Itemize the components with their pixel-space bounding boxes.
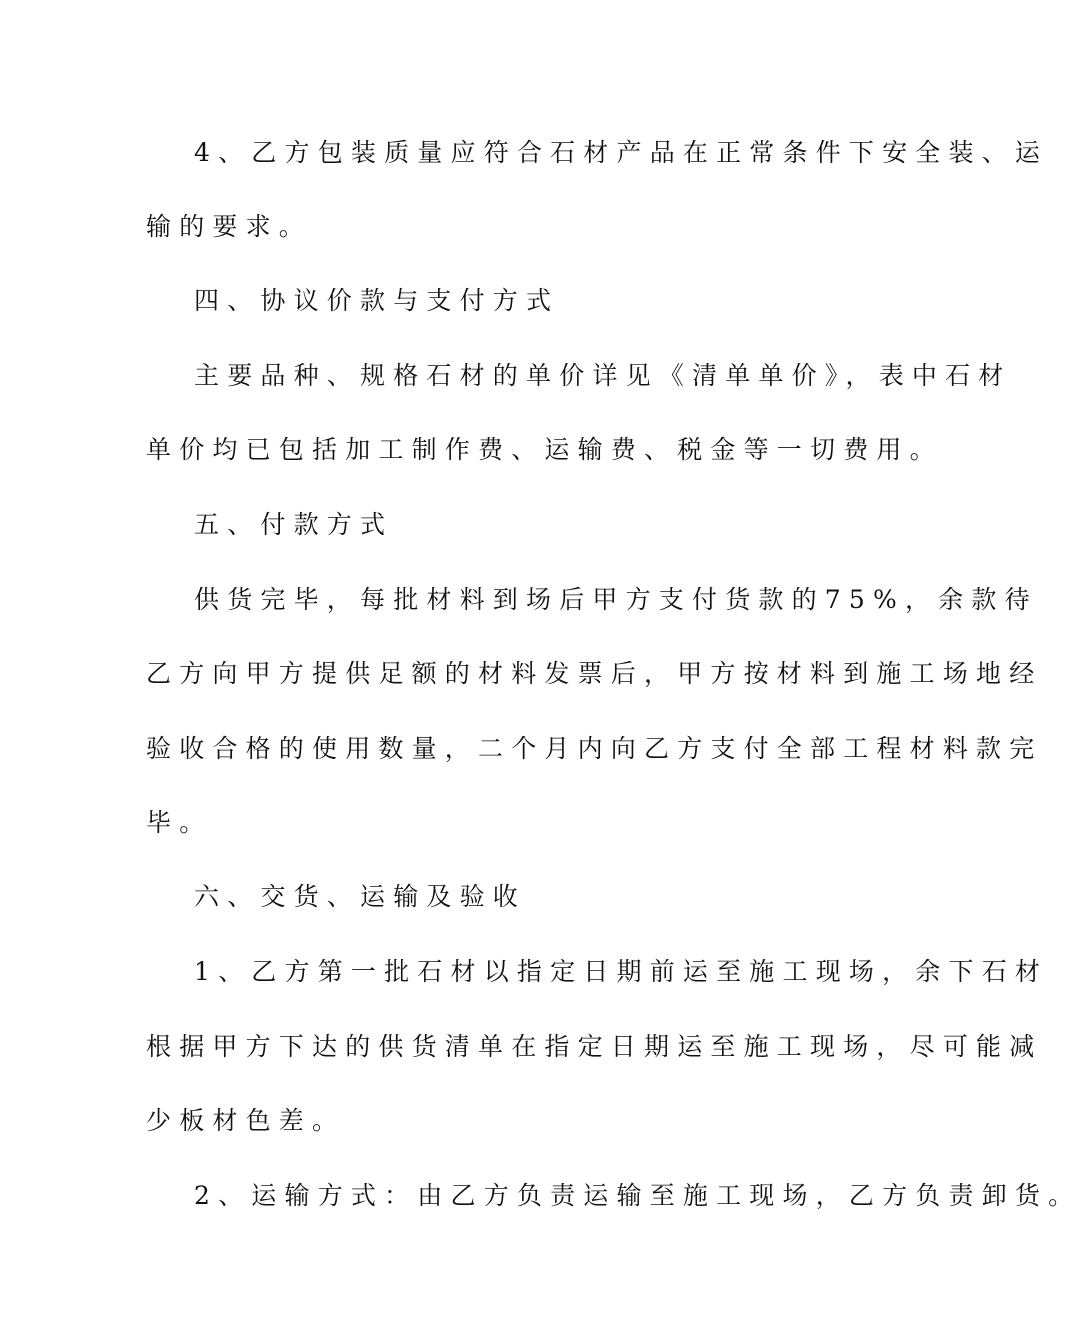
section-6-heading: 六、交货、运输及验收	[194, 882, 527, 911]
section-6-clause-2: 2、运输方式：由乙方负责运输至施工现场，乙方负责卸货。	[194, 1181, 1081, 1210]
section-6-clause-1-line-2: 根据甲方下达的供货清单在指定日期运至施工现场，尽可能减	[146, 1032, 1043, 1061]
section-4-body-line-1: 主要品种、规格石材的单价详见《清单单价》，表中石材	[194, 361, 1012, 390]
section-5-body-line-4: 毕。	[146, 808, 213, 837]
section-5-body-line-1: 供货完毕，每批材料到场后甲方支付货款的75%，余款待	[194, 585, 1038, 614]
clause-4-line-1: 4、乙方包装质量应符合石材产品在正常条件下安全装、运	[194, 138, 1049, 167]
section-6-clause-1-line-1: 1、乙方第一批石材以指定日期前运至施工现场，余下石材	[194, 957, 1049, 986]
section-5-heading: 五、付款方式	[194, 510, 394, 539]
section-4-heading: 四、协议价款与支付方式	[194, 286, 560, 315]
section-5-body-line-2: 乙方向甲方提供足额的材料发票后，甲方按材料到施工场地经	[146, 659, 1043, 688]
clause-4-line-2: 输的要求。	[146, 212, 313, 241]
section-4-body-line-2: 单价均已包括加工制作费、运输费、税金等一切费用。	[146, 435, 943, 464]
section-6-clause-1-line-3: 少板材色差。	[146, 1106, 346, 1135]
section-5-body-line-3: 验收合格的使用数量，二个月内向乙方支付全部工程材料款完	[146, 734, 1043, 763]
